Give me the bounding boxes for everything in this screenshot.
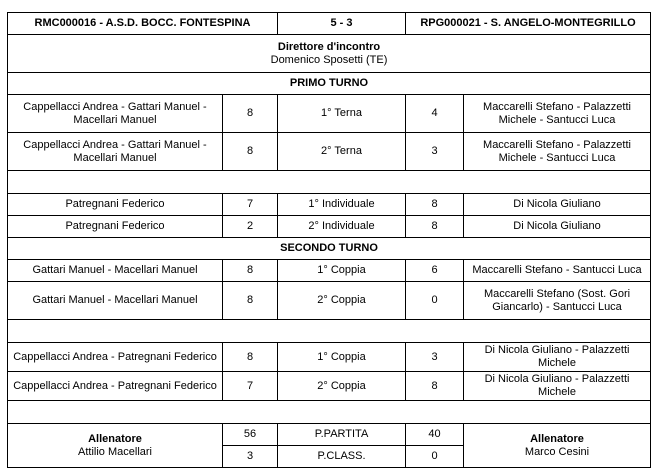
home-coach-cell xyxy=(8,424,223,468)
away-players: Maccarelli Stefano - Santucci Luca xyxy=(464,260,651,282)
header-row xyxy=(8,13,651,35)
away-class-points: 0 xyxy=(406,446,464,468)
match-report-table xyxy=(7,12,651,468)
away-players: Di Nicola Giuliano - Palazzetti Michele xyxy=(464,372,651,401)
spacer-cell xyxy=(8,171,651,194)
match-row xyxy=(8,194,651,216)
away-players: Di Nicola Giuliano - Palazzetti Michele xyxy=(464,343,651,372)
section-title: SECONDO TURNO xyxy=(8,238,651,260)
game-type: 2° Coppia xyxy=(278,372,406,401)
away-score: 0 xyxy=(406,282,464,320)
class-label: P.CLASS. xyxy=(278,446,406,468)
game-type: 1° Coppia xyxy=(278,260,406,282)
away-score: 4 xyxy=(406,95,464,133)
home-coach-label: Allenatore xyxy=(88,432,142,445)
home-players: Gattari Manuel - Macellari Manuel xyxy=(8,260,223,282)
match-row xyxy=(8,372,651,401)
home-players: Cappellacci Andrea - Patregnani Federico xyxy=(8,343,223,372)
match-row xyxy=(8,95,651,133)
away-players: Maccarelli Stefano - Palazzetti Michele - Santucci Luca xyxy=(464,95,651,133)
away-score: 8 xyxy=(406,372,464,401)
home-team: RMC000016 - A.S.D. BOCC. FONTESPINA xyxy=(8,13,278,35)
away-partita-points: 40 xyxy=(406,424,464,446)
home-score: 7 xyxy=(223,194,278,216)
match-report xyxy=(7,12,651,468)
home-players: Cappellacci Andrea - Gattari Manuel - Macellari Manuel xyxy=(8,95,223,133)
home-players: Patregnani Federico xyxy=(8,216,223,238)
home-score: 7 xyxy=(223,372,278,401)
match-row xyxy=(8,260,651,282)
match-row xyxy=(8,133,651,171)
spacer-row xyxy=(8,320,651,343)
home-score: 8 xyxy=(223,260,278,282)
away-score: 8 xyxy=(406,194,464,216)
home-score: 2 xyxy=(223,216,278,238)
spacer-cell xyxy=(8,401,651,424)
away-score: 8 xyxy=(406,216,464,238)
partita-label: P.PARTITA xyxy=(278,424,406,446)
game-type: 2° Coppia xyxy=(278,282,406,320)
match-row xyxy=(8,216,651,238)
home-partita-points: 56 xyxy=(223,424,278,446)
home-score: 8 xyxy=(223,95,278,133)
director-label: Direttore d'incontro xyxy=(277,40,381,53)
game-type: 1° Terna xyxy=(278,95,406,133)
spacer-cell xyxy=(8,320,651,343)
game-type: 2° Terna xyxy=(278,133,406,171)
home-players: Cappellacci Andrea - Gattari Manuel - Macellari Manuel xyxy=(8,133,223,171)
away-score: 6 xyxy=(406,260,464,282)
home-players: Cappellacci Andrea - Patregnani Federico xyxy=(8,372,223,401)
home-score: 8 xyxy=(223,282,278,320)
game-type: 1° Individuale xyxy=(278,194,406,216)
home-players: Gattari Manuel - Macellari Manuel xyxy=(8,282,223,320)
home-players: Patregnani Federico xyxy=(8,194,223,216)
away-coach-label: Allenatore xyxy=(530,432,584,445)
game-type: 2° Individuale xyxy=(278,216,406,238)
section-title: PRIMO TURNO xyxy=(8,73,651,95)
away-players: Di Nicola Giuliano xyxy=(464,216,651,238)
director-row xyxy=(8,35,651,73)
home-score: 8 xyxy=(223,133,278,171)
away-players: Maccarelli Stefano (Sost. Gori Giancarlo) - Santucci Luca xyxy=(464,282,651,320)
spacer-row xyxy=(8,401,651,424)
section-header-secondo xyxy=(8,238,651,260)
home-score: 8 xyxy=(223,343,278,372)
home-coach-name: Attilio Macellari xyxy=(78,445,152,458)
game-type: 1° Coppia xyxy=(278,343,406,372)
spacer-row xyxy=(8,171,651,194)
away-coach-name: Marco Cesini xyxy=(524,445,590,458)
match-row xyxy=(8,282,651,320)
director-cell xyxy=(8,35,651,73)
director-name: Domenico Sposetti (TE) xyxy=(270,53,388,66)
section-header-primo xyxy=(8,73,651,95)
away-players: Di Nicola Giuliano xyxy=(464,194,651,216)
away-players: Maccarelli Stefano - Palazzetti Michele - Santucci Luca xyxy=(464,133,651,171)
away-team: RPG000021 - S. ANGELO-MONTEGRILLO xyxy=(406,13,651,35)
away-score: 3 xyxy=(406,133,464,171)
away-coach-cell xyxy=(464,424,651,468)
match-row xyxy=(8,343,651,372)
home-class-points: 3 xyxy=(223,446,278,468)
away-score: 3 xyxy=(406,343,464,372)
final-score: 5 - 3 xyxy=(278,13,406,35)
footer-row-partita xyxy=(8,424,651,446)
